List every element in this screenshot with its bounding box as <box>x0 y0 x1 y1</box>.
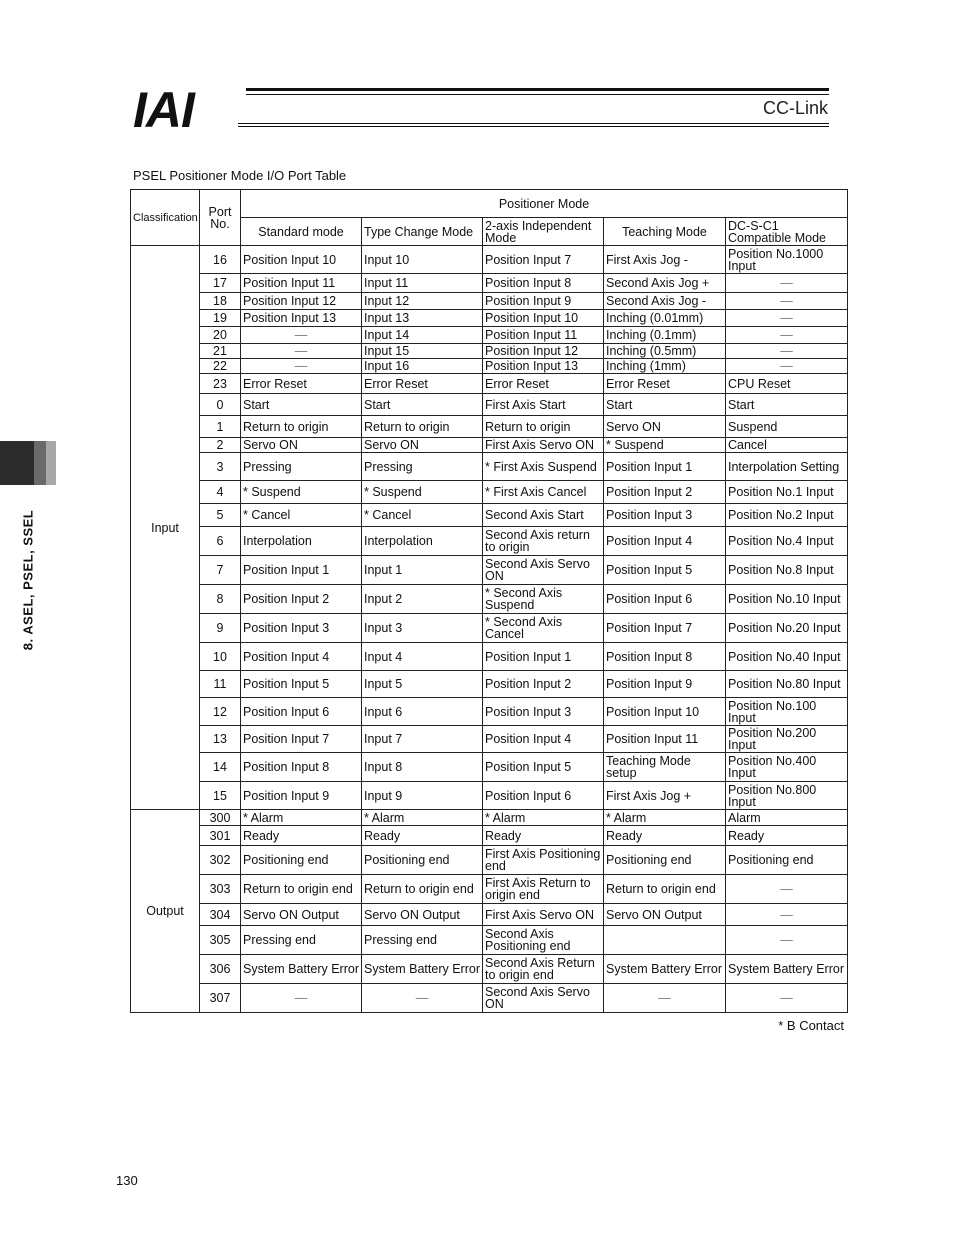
signal-cell: * First Axis Suspend <box>483 453 604 481</box>
signal-cell: Servo ON Output <box>362 904 483 926</box>
signal-cell: Input 15 <box>362 344 483 359</box>
signal-cell: Position Input 1 <box>241 556 362 585</box>
port-number: 16 <box>200 246 241 274</box>
table-row <box>131 671 848 698</box>
signal-cell: — <box>362 984 483 1013</box>
signal-cell: Position Input 3 <box>604 504 726 527</box>
signal-cell: Positioning end <box>726 846 848 875</box>
table-row <box>131 585 848 614</box>
table-row <box>131 293 848 310</box>
header-mode: 2-axis Independent Mode <box>483 218 604 246</box>
table-row <box>131 344 848 359</box>
table-row <box>131 416 848 438</box>
table-row <box>131 846 848 875</box>
signal-cell: Input 2 <box>362 585 483 614</box>
signal-cell: Input 16 <box>362 359 483 374</box>
signal-cell: Alarm <box>726 810 848 826</box>
table-row <box>131 984 848 1013</box>
signal-cell: Input 7 <box>362 726 483 753</box>
signal-cell: * Second Axis Cancel <box>483 614 604 643</box>
signal-cell: Position No.80 Input <box>726 671 848 698</box>
header-mode: Standard mode <box>241 218 362 246</box>
signal-cell: Position Input 10 <box>241 246 362 274</box>
port-number: 7 <box>200 556 241 585</box>
signal-cell: Pressing end <box>362 926 483 955</box>
signal-cell: Start <box>241 394 362 416</box>
signal-cell: Position No.8 Input <box>726 556 848 585</box>
signal-cell: First Axis Positioning end <box>483 846 604 875</box>
signal-cell: Second Axis Return to origin end <box>483 955 604 984</box>
signal-cell: Input 4 <box>362 643 483 671</box>
port-number: 17 <box>200 274 241 293</box>
signal-cell: Servo ON <box>362 438 483 453</box>
port-number: 3 <box>200 453 241 481</box>
port-number: 304 <box>200 904 241 926</box>
header-rule <box>246 94 829 95</box>
signal-cell: Position Input 12 <box>483 344 604 359</box>
port-number: 2 <box>200 438 241 453</box>
signal-cell: Return to origin <box>362 416 483 438</box>
signal-cell: Position Input 9 <box>483 293 604 310</box>
port-number: 23 <box>200 374 241 394</box>
signal-cell: First Axis Jog - <box>604 246 726 274</box>
signal-cell: Input 5 <box>362 671 483 698</box>
signal-cell: Position Input 6 <box>604 585 726 614</box>
signal-cell: — <box>726 293 848 310</box>
signal-cell: Interpolation <box>362 527 483 556</box>
port-number: 11 <box>200 671 241 698</box>
signal-cell: Position Input 2 <box>604 481 726 504</box>
port-number: 20 <box>200 327 241 344</box>
signal-cell: Servo ON <box>604 416 726 438</box>
signal-cell: Ready <box>241 826 362 846</box>
port-number: 306 <box>200 955 241 984</box>
table-row <box>131 643 848 671</box>
port-number: 12 <box>200 698 241 726</box>
port-number: 22 <box>200 359 241 374</box>
signal-cell: * Suspend <box>604 438 726 453</box>
signal-cell: Positioning end <box>362 846 483 875</box>
table-row <box>131 481 848 504</box>
signal-cell: Positioning end <box>604 846 726 875</box>
signal-cell: Position No.800 Input <box>726 782 848 810</box>
signal-cell: Return to origin end <box>362 875 483 904</box>
signal-cell: Return to origin end <box>241 875 362 904</box>
port-number: 307 <box>200 984 241 1013</box>
signal-cell: — <box>726 926 848 955</box>
table-row <box>131 875 848 904</box>
table-row <box>131 904 848 926</box>
signal-cell: Position No.40 Input <box>726 643 848 671</box>
signal-cell: System Battery Error <box>241 955 362 984</box>
signal-cell: Input 1 <box>362 556 483 585</box>
chapter-tab <box>0 441 34 485</box>
signal-cell: Position No.2 Input <box>726 504 848 527</box>
signal-cell: Servo ON Output <box>604 904 726 926</box>
signal-cell: Position Input 6 <box>483 782 604 810</box>
port-number: 13 <box>200 726 241 753</box>
signal-cell: — <box>604 984 726 1013</box>
signal-cell: Position Input 6 <box>241 698 362 726</box>
signal-cell: First Axis Servo ON <box>483 438 604 453</box>
signal-cell: First Axis Servo ON <box>483 904 604 926</box>
signal-cell: First Axis Return to origin end <box>483 875 604 904</box>
signal-cell: Input 9 <box>362 782 483 810</box>
signal-cell: Position Input 2 <box>241 585 362 614</box>
signal-cell: Position Input 5 <box>483 753 604 782</box>
signal-cell: Position Input 8 <box>483 274 604 293</box>
signal-cell: Position No.20 Input <box>726 614 848 643</box>
table-row <box>131 374 848 394</box>
signal-cell: Input 11 <box>362 274 483 293</box>
signal-cell: * Cancel <box>241 504 362 527</box>
port-number: 18 <box>200 293 241 310</box>
signal-cell: Input 3 <box>362 614 483 643</box>
signal-cell: — <box>726 359 848 374</box>
signal-cell: Cancel <box>726 438 848 453</box>
port-number: 8 <box>200 585 241 614</box>
group-output: Output <box>131 810 200 1013</box>
signal-cell: — <box>726 904 848 926</box>
signal-cell: Start <box>604 394 726 416</box>
port-number: 300 <box>200 810 241 826</box>
port-number: 15 <box>200 782 241 810</box>
port-number: 21 <box>200 344 241 359</box>
signal-cell: Interpolation <box>241 527 362 556</box>
port-number: 302 <box>200 846 241 875</box>
signal-cell: * Suspend <box>362 481 483 504</box>
signal-cell: Error Reset <box>241 374 362 394</box>
signal-cell: Position Input 12 <box>241 293 362 310</box>
signal-cell: Position Input 11 <box>604 726 726 753</box>
signal-cell: Position No.200 Input <box>726 726 848 753</box>
signal-cell: Interpolation Setting <box>726 453 848 481</box>
signal-cell: Second Axis Start <box>483 504 604 527</box>
signal-cell: Error Reset <box>362 374 483 394</box>
signal-cell: Position No.100 Input <box>726 698 848 726</box>
signal-cell: Position Input 4 <box>604 527 726 556</box>
signal-cell: Return to origin <box>483 416 604 438</box>
table-row <box>131 246 848 274</box>
signal-cell: Servo ON Output <box>241 904 362 926</box>
footnote: * B Contact <box>778 1018 844 1033</box>
signal-cell: Position Input 11 <box>483 327 604 344</box>
signal-cell: Second Axis return to origin <box>483 527 604 556</box>
io-port-table <box>130 189 848 1013</box>
signal-cell: Position Input 3 <box>241 614 362 643</box>
header-mode: Type Change Mode <box>362 218 483 246</box>
signal-cell: CPU Reset <box>726 374 848 394</box>
signal-cell: * Suspend <box>241 481 362 504</box>
signal-cell: * Cancel <box>362 504 483 527</box>
signal-cell: System Battery Error <box>726 955 848 984</box>
signal-cell: Position No.4 Input <box>726 527 848 556</box>
iai-logo: IAI <box>133 82 194 138</box>
port-number: 14 <box>200 753 241 782</box>
signal-cell: Ready <box>362 826 483 846</box>
port-number: 1 <box>200 416 241 438</box>
port-number: 303 <box>200 875 241 904</box>
signal-cell: Position Input 11 <box>241 274 362 293</box>
signal-cell: Start <box>362 394 483 416</box>
signal-cell: Second Axis Servo ON <box>483 556 604 585</box>
header-rule <box>246 88 829 91</box>
table-row <box>131 327 848 344</box>
signal-cell: First Axis Start <box>483 394 604 416</box>
table-row <box>131 726 848 753</box>
signal-cell: Position Input 7 <box>241 726 362 753</box>
signal-cell: Error Reset <box>483 374 604 394</box>
signal-cell: Pressing <box>362 453 483 481</box>
signal-cell: Start <box>726 394 848 416</box>
signal-cell: Position Input 8 <box>604 643 726 671</box>
port-number: 4 <box>200 481 241 504</box>
table-row <box>131 753 848 782</box>
signal-cell: * Alarm <box>604 810 726 826</box>
signal-cell: Inching (0.01mm) <box>604 310 726 327</box>
table-row <box>131 614 848 643</box>
port-number: 9 <box>200 614 241 643</box>
signal-cell: Second Axis Jog - <box>604 293 726 310</box>
signal-cell: — <box>241 984 362 1013</box>
table-title: PSEL Positioner Mode I/O Port Table <box>133 168 347 183</box>
signal-cell: Position Input 5 <box>241 671 362 698</box>
signal-cell: Input 14 <box>362 327 483 344</box>
table-row <box>131 504 848 527</box>
chapter-label: 8. ASEL, PSEL, SSEL <box>20 509 36 651</box>
signal-cell: Position Input 10 <box>483 310 604 327</box>
signal-cell: Position No.1 Input <box>726 481 848 504</box>
table-row <box>131 453 848 481</box>
header-rule <box>238 123 829 124</box>
signal-cell: First Axis Jog + <box>604 782 726 810</box>
chapter-tab-shade <box>46 441 56 485</box>
signal-cell: Inching (1mm) <box>604 359 726 374</box>
signal-cell: Second Axis Jog + <box>604 274 726 293</box>
header-classification: Classification <box>131 190 200 246</box>
signal-cell: Inching (0.1mm) <box>604 327 726 344</box>
signal-cell: — <box>726 310 848 327</box>
signal-cell <box>604 926 726 955</box>
table-row <box>131 438 848 453</box>
port-number: 305 <box>200 926 241 955</box>
signal-cell: — <box>726 984 848 1013</box>
signal-cell: Suspend <box>726 416 848 438</box>
signal-cell: Position Input 7 <box>604 614 726 643</box>
signal-cell: Position Input 9 <box>241 782 362 810</box>
table-row <box>131 782 848 810</box>
signal-cell: Servo ON <box>241 438 362 453</box>
signal-cell: Position No.400 Input <box>726 753 848 782</box>
chapter-tab-shade <box>34 441 46 485</box>
signal-cell: Ready <box>604 826 726 846</box>
table-row <box>131 955 848 984</box>
table-row <box>131 810 848 826</box>
header-mode: DC-S-C1 Compatible Mode <box>726 218 848 246</box>
signal-cell: System Battery Error <box>604 955 726 984</box>
port-number: 6 <box>200 527 241 556</box>
page-number: 130 <box>116 1173 138 1188</box>
table-row <box>131 826 848 846</box>
header-rule <box>238 126 829 127</box>
signal-cell: Second Axis Positioning end <box>483 926 604 955</box>
signal-cell: Position No.10 Input <box>726 585 848 614</box>
signal-cell: Position Input 1 <box>604 453 726 481</box>
signal-cell: Positioning end <box>241 846 362 875</box>
signal-cell: Pressing <box>241 453 362 481</box>
table-row <box>131 274 848 293</box>
port-number: 5 <box>200 504 241 527</box>
signal-cell: Position Input 13 <box>241 310 362 327</box>
signal-cell: Position Input 13 <box>483 359 604 374</box>
signal-cell: Position No.1000 Input <box>726 246 848 274</box>
signal-cell: Inching (0.5mm) <box>604 344 726 359</box>
signal-cell: Input 8 <box>362 753 483 782</box>
signal-cell: — <box>726 327 848 344</box>
signal-cell: Pressing end <box>241 926 362 955</box>
signal-cell: Position Input 4 <box>483 726 604 753</box>
signal-cell: Return to origin end <box>604 875 726 904</box>
signal-cell: Ready <box>483 826 604 846</box>
brand-label: CC-Link <box>763 98 829 118</box>
group-input: Input <box>131 246 200 810</box>
signal-cell: — <box>726 274 848 293</box>
signal-cell: Ready <box>726 826 848 846</box>
table-row <box>131 310 848 327</box>
table-row <box>131 926 848 955</box>
signal-cell: Position Input 10 <box>604 698 726 726</box>
signal-cell: — <box>726 875 848 904</box>
table-row <box>131 359 848 374</box>
table-row <box>131 394 848 416</box>
signal-cell: System Battery Error <box>362 955 483 984</box>
port-number: 301 <box>200 826 241 846</box>
signal-cell: Position Input 5 <box>604 556 726 585</box>
signal-cell: Error Reset <box>604 374 726 394</box>
signal-cell: Input 10 <box>362 246 483 274</box>
header-port-no: Port No. <box>200 190 241 246</box>
signal-cell: — <box>241 327 362 344</box>
table-row <box>131 556 848 585</box>
signal-cell: * Second Axis Suspend <box>483 585 604 614</box>
signal-cell: * Alarm <box>362 810 483 826</box>
table-row <box>131 698 848 726</box>
signal-cell: Teaching Mode setup <box>604 753 726 782</box>
port-number: 0 <box>200 394 241 416</box>
signal-cell: Position Input 2 <box>483 671 604 698</box>
signal-cell: — <box>726 344 848 359</box>
signal-cell: Position Input 4 <box>241 643 362 671</box>
signal-cell: * Alarm <box>241 810 362 826</box>
signal-cell: Second Axis Servo ON <box>483 984 604 1013</box>
port-number: 10 <box>200 643 241 671</box>
signal-cell: — <box>241 359 362 374</box>
signal-cell: Input 13 <box>362 310 483 327</box>
signal-cell: Input 6 <box>362 698 483 726</box>
signal-cell: Position Input 7 <box>483 246 604 274</box>
header-positioner-mode: Positioner Mode <box>241 190 848 218</box>
signal-cell: * Alarm <box>483 810 604 826</box>
table-row <box>131 527 848 556</box>
header-mode: Teaching Mode <box>604 218 726 246</box>
signal-cell: — <box>241 344 362 359</box>
signal-cell: Input 12 <box>362 293 483 310</box>
signal-cell: * First Axis Cancel <box>483 481 604 504</box>
port-number: 19 <box>200 310 241 327</box>
signal-cell: Position Input 1 <box>483 643 604 671</box>
signal-cell: Position Input 3 <box>483 698 604 726</box>
signal-cell: Return to origin <box>241 416 362 438</box>
signal-cell: Position Input 9 <box>604 671 726 698</box>
signal-cell: Position Input 8 <box>241 753 362 782</box>
